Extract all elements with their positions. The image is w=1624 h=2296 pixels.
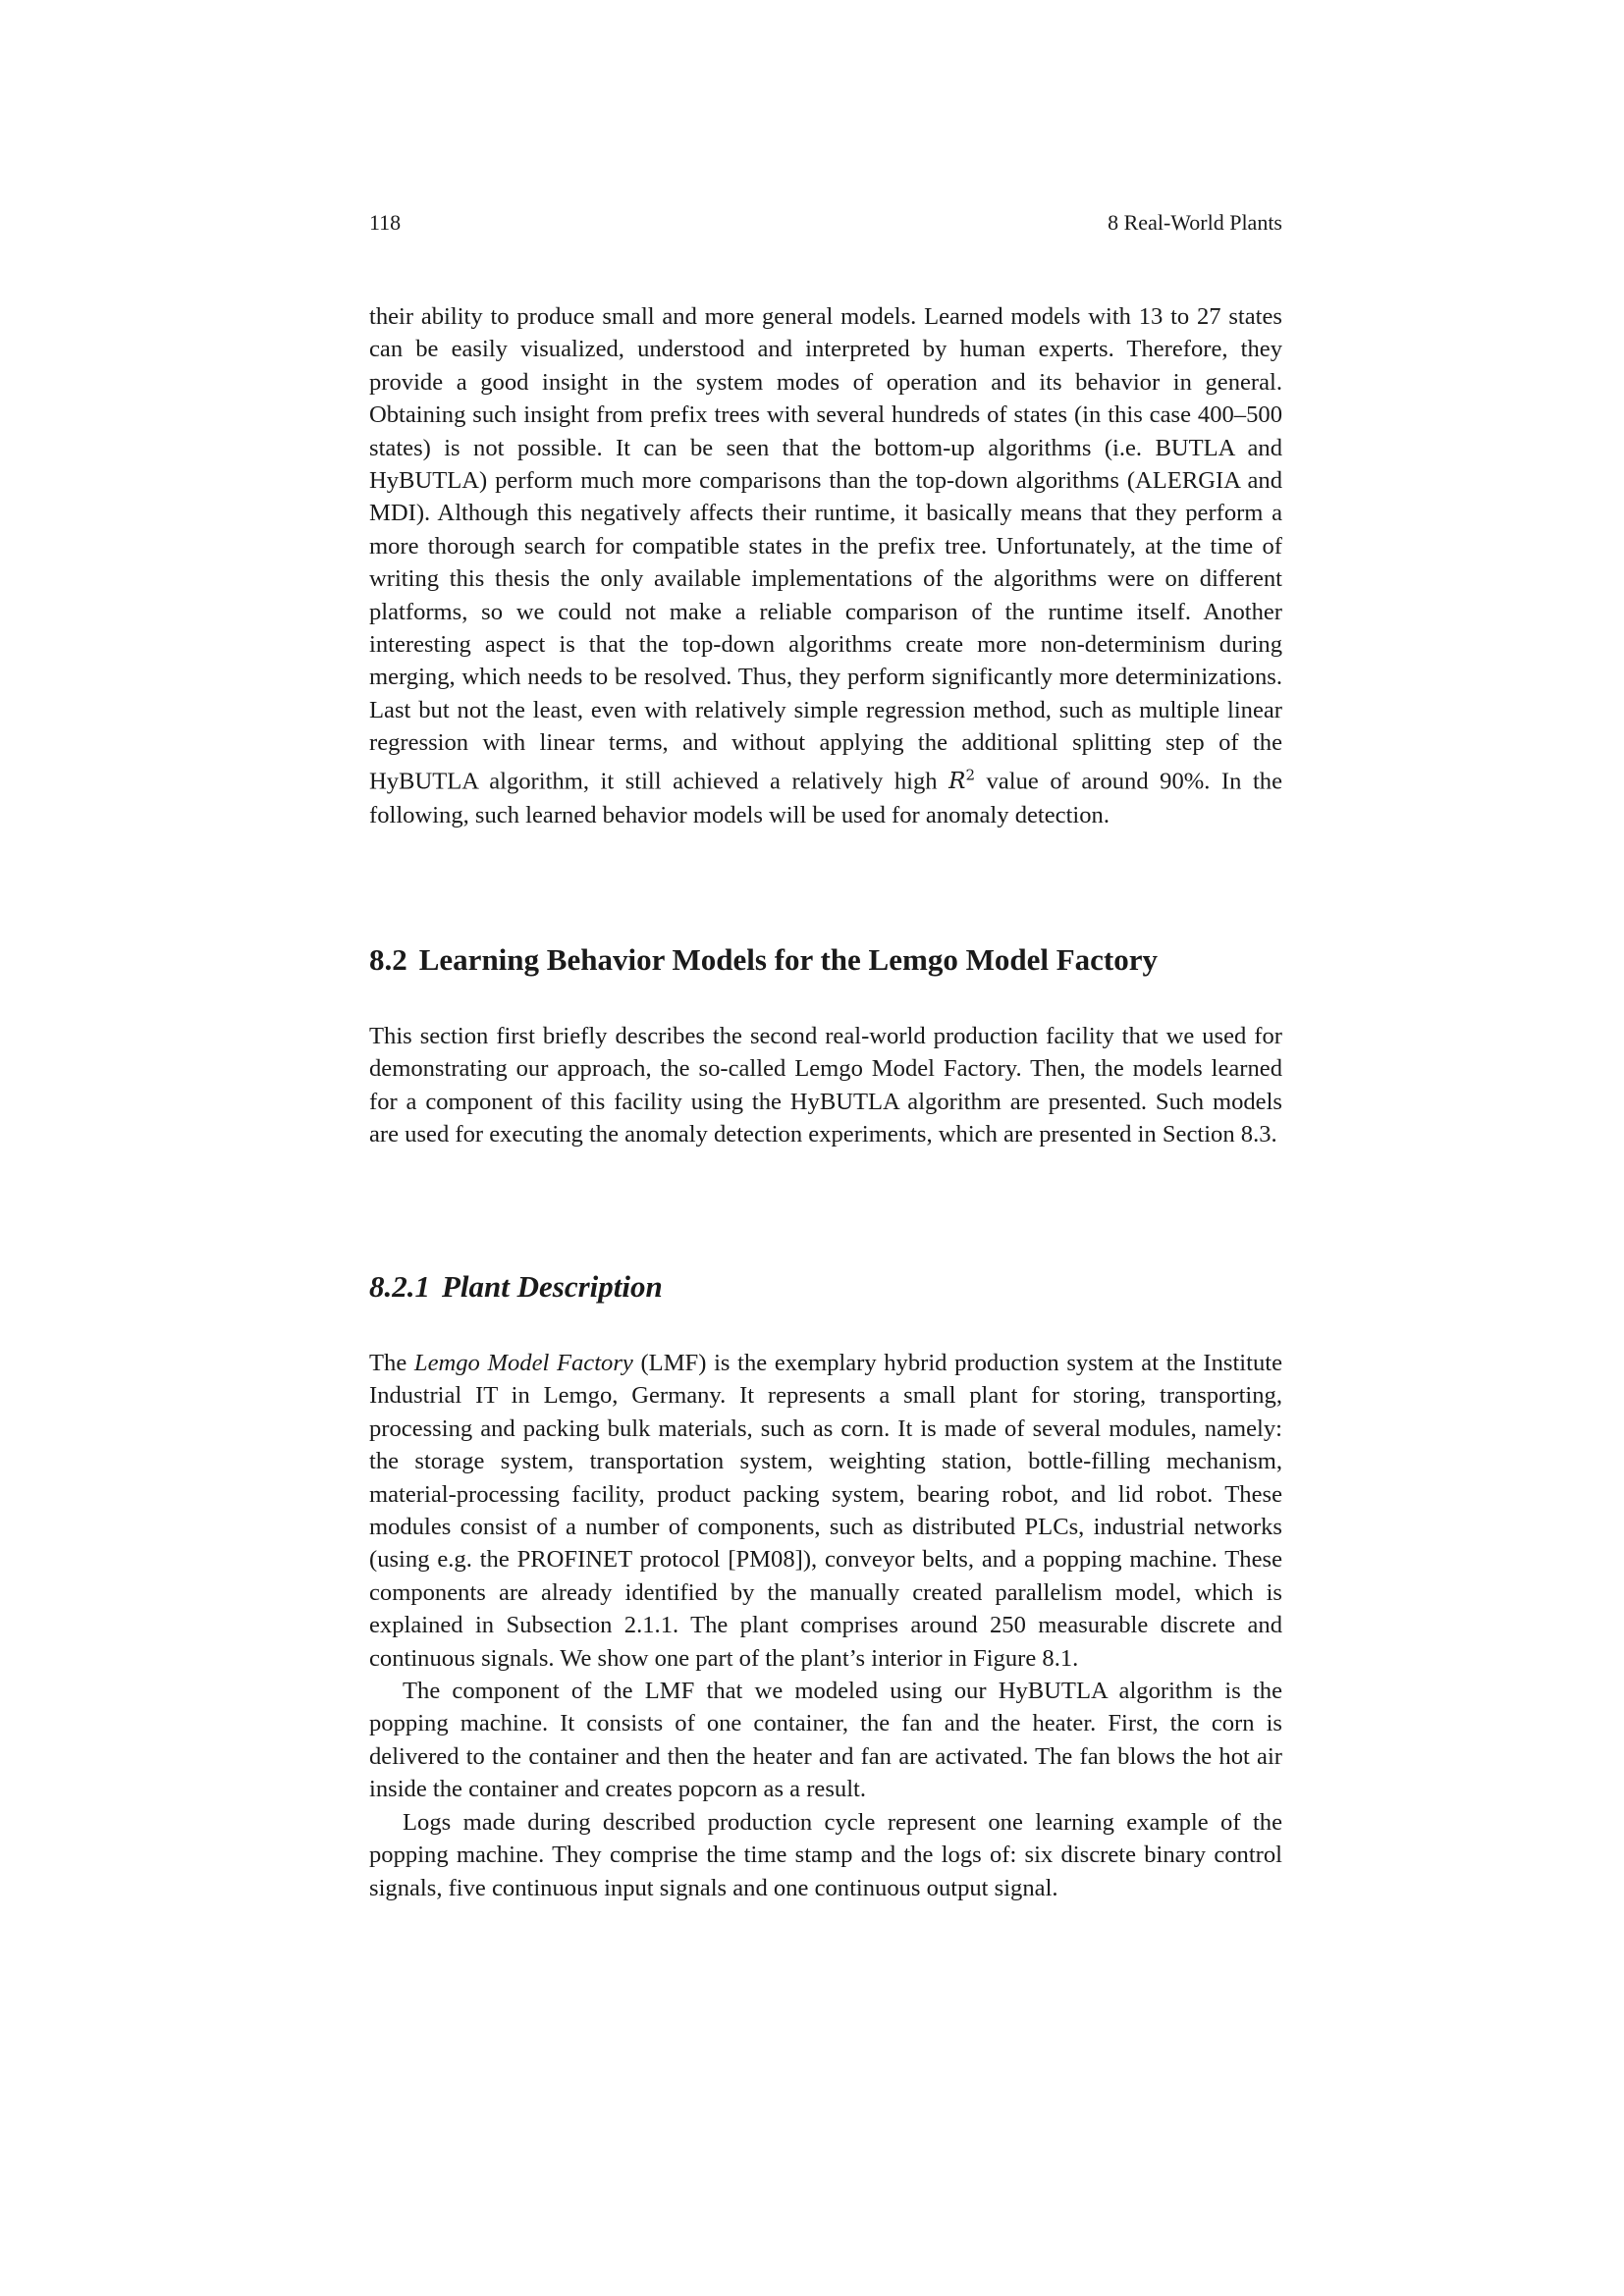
- popping-machine-paragraph: The component of the LMF that we modeled using our HyBUTLA algorithm is the popping machine. It consists of one container, the fan and the heater. First, the corn is delivered to the container and then the heater and fan are activated. The fan blows the hot air inside the container and creates popcorn as a result.: [369, 1678, 1282, 1803]
- running-head: [369, 208, 1282, 238]
- r-squared-exponent: 2: [965, 766, 976, 784]
- page-number: 118: [369, 210, 402, 235]
- r-squared-math: [948, 766, 976, 795]
- section-intro-paragraph: This section first briefly describes the second real-world production facility that we used for demonstrating our approach, the so-called Lemgo Model Factory. Then, the models learned for a component of this facility using the HyBUTLA algorithm are presented. Such models are used for executing the anomaly detection experiments, which are presented in Section 8.3.: [369, 1023, 1282, 1148]
- intro-paragraph: [369, 300, 1282, 831]
- section-title: Learning Behavior Models for the Lemgo Model Factory: [418, 942, 1158, 977]
- plant-description-rest: (LMF) is the exemplary hybrid production system at the Institute Industrial IT in Lemgo, Germany. It represents a small plant for storing, transporting, processing and packing bulk materials, such as corn. It is made of several modules, namely: the storage system, transportation system, weighting station, bottle-filling mechanism, material-processing facility, product packing system, bearing robot, and lid robot. These modules consist of a number of components, such as distributed PLCs, industrial networks (using e.g. the PROFINET protocol [PM08]), conveyor belts, and a popping machine. These components are already identified by the manually created parallelism model, which is explained in Subsection 2.1.1. The plant comprises around 250 measurable discrete and continuous signals. We show one part of the plant’s interior in Figure 8.1.: [369, 1350, 1282, 1672]
- running-chapter-title: 8 Real-World Plants: [1108, 210, 1282, 235]
- lmf-name-emphasis: Lemgo Model Factory: [413, 1350, 633, 1376]
- section-number: 8.2: [369, 942, 407, 977]
- intro-text-block: [369, 300, 1282, 831]
- logs-paragraph: Logs made during described production cycle represent one learning example of the popping machine. They comprise the time stamp and the logs of: six discrete binary control signals, five continuous input signals and one continuous output signal.: [369, 1808, 1282, 1901]
- intro-paragraph-part2: value of around 90%. In the following, such learned behavior models will be used for anomaly detection.: [369, 768, 1282, 828]
- r-squared-variable: R: [948, 769, 966, 795]
- plant-description-paragraph: [369, 1347, 1282, 1675]
- subsection-heading: [369, 1267, 1282, 1307]
- subsection-title: Plant Description: [442, 1269, 663, 1304]
- subsection-number: 8.2.1: [369, 1269, 430, 1304]
- section-heading: [369, 940, 1282, 980]
- section-text-block: [369, 1020, 1282, 1151]
- plant-description-lead: The: [369, 1350, 414, 1376]
- intro-paragraph-part1: their ability to produce small and more general models. Learned models with 13 to 27 states can be easily visualized, understood and interpreted by human experts. Therefore, they provide a good insight in the system modes of operation and its behavior in general. Obtaining such insight from prefix trees with several hundreds of states (in this case 400–500 states) is not possible. It can be seen that the bottom-up algorithms (i.e. BUTLA and HyBUTLA) perform much more comparisons than the top-down algorithms (ALERGIA and MDI). Although this negatively affects their runtime, it basically means that they perform a more thorough search for compatible states in the prefix tree. Unfortunately, at the time of writing this thesis the only available implementations of the algorithms were on different platforms, so we could not make a reliable comparison of the runtime itself. Another interesting aspect is that the top-down algorithms create more non-determinism during merging, which needs to be resolved. Thus, they perform significantly more determinizations. Last but not the least, even with relatively simple regression method, such as multiple linear regression with linear terms, and without applying the additional splitting step of the HyBUTLA algorithm, it still achieved a relatively high: [369, 303, 1282, 795]
- subsection-text-block: [369, 1347, 1282, 1904]
